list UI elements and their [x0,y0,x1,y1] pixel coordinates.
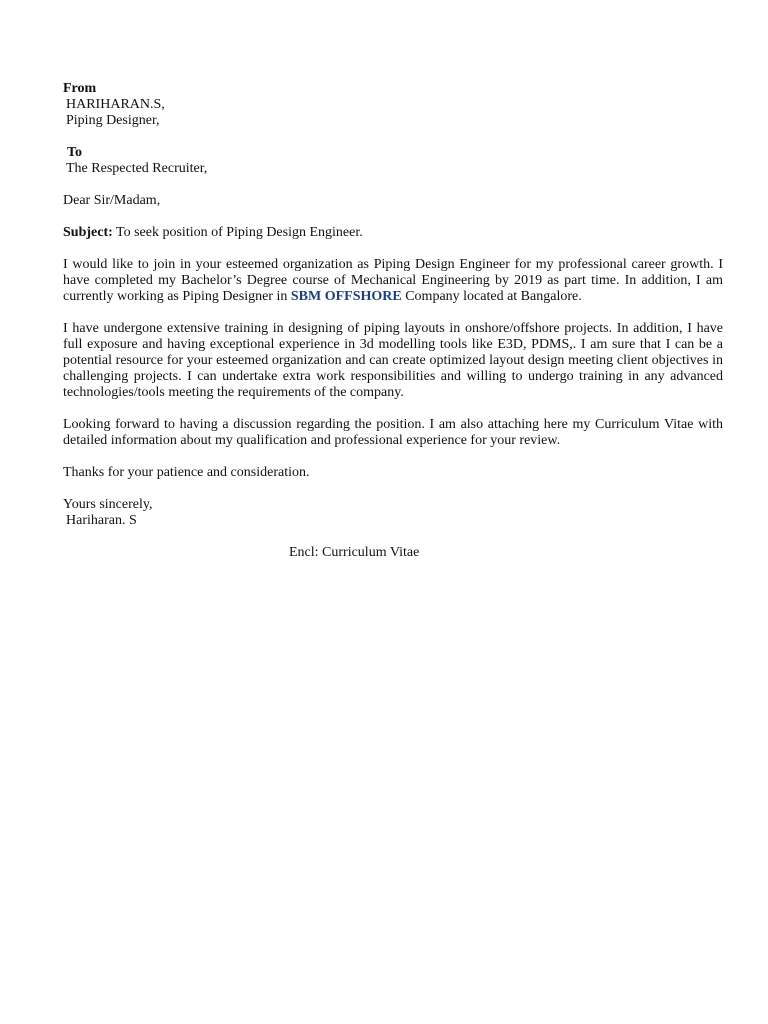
cover-letter [63,81,723,561]
paragraph-experience: I have undergone extensive training in designing of piping layouts in onshore/offshore projects. In addition, I have full exposure and having exceptional experience in 3d modelling tools like E3D, PDMS,. I am sure that I can be a potential resource for your esteemed organization and can create optimized layout design meeting client objectives in challenging projects. I can undertake extra work responsibilities and willing to undergo training in any advanced technologies/tools meeting the requirements of the company. [63,321,723,400]
paragraph-intro-tail: Company located at Bangalore. [401,289,582,304]
signature-name: Hariharan. S [66,513,137,528]
enclosure-note: Encl: Curriculum Vitae [289,545,420,560]
paragraph-intro [63,257,723,305]
subject-text: To seek position of Piping Design Engineer. [112,225,363,240]
subject-line [63,225,723,241]
closing: Yours sincerely, [63,497,153,512]
paragraph-discussion: Looking forward to having a discussion regarding the position. I am also attaching here my Curriculum Vitae with detailed information about my qualification and professional experience for your review. [63,417,723,448]
paragraph-thanks: Thanks for your patience and consideration. [63,465,310,480]
sender-name: HARIHARAN.S, [66,97,165,112]
paragraph-intro-text: I would like to join in your esteemed organization as Piping Design Engineer for my professional career growth. I have completed my Bachelor’s Degree course of Mechanical Engineering by 2019 as part time. In addition, I am currently working as Piping Designer in [63,257,723,304]
company-name: SBM OFFSHORE [290,289,402,304]
subject-label: Subject: [63,225,113,240]
recipient: The Respected Recruiter, [66,161,208,176]
salutation: Dear Sir/Madam, [63,193,161,208]
from-label: From [63,81,97,96]
to-label: To [67,145,83,160]
sender-title: Piping Designer, [66,113,160,128]
